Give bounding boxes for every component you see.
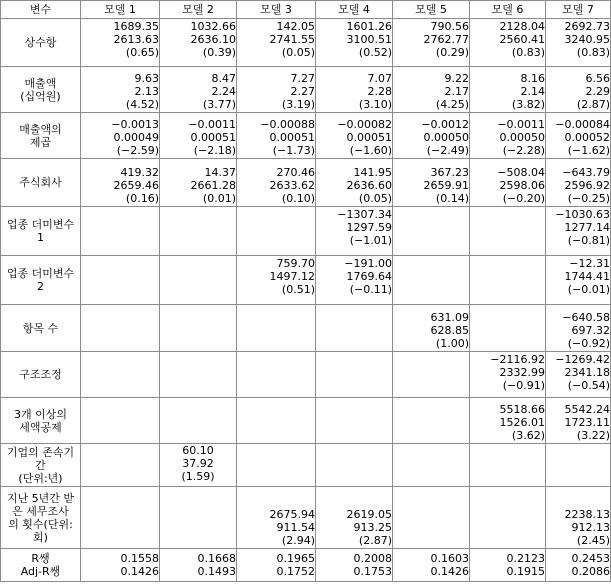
coefficient-cell [470, 305, 546, 352]
coefficient-value: 9.22 [444, 72, 469, 85]
coefficient-cell [81, 352, 160, 398]
standard-error-value: 2.14 [520, 85, 545, 98]
t-statistic-value: (−1.73) [272, 144, 315, 157]
coefficient-cell [470, 207, 546, 256]
standard-error-value: 628.85 [430, 324, 469, 337]
header-model-7: 모델 7 [546, 1, 611, 19]
t-statistic-value: (1.00) [435, 337, 469, 350]
variable-label [1, 352, 81, 398]
variable-label-line: 제곱 [29, 135, 52, 149]
coefficient-cell [237, 113, 316, 159]
coefficient-value: 7.27 [290, 72, 315, 85]
header-model-3: 모델 3 [237, 1, 316, 19]
coefficient-cell [393, 256, 470, 305]
coefficient-cell [546, 398, 611, 444]
coefficient-value: 2238.13 [564, 508, 610, 521]
coefficient-cell [160, 444, 237, 487]
coefficient-cell [546, 352, 611, 398]
fit-statistics-cell [316, 549, 393, 582]
coefficient-value: 5542.24 [564, 403, 610, 416]
coefficient-value: 631.09 [430, 311, 469, 324]
coefficient-cell [316, 487, 393, 549]
adj-r-squared-label: Adj-R쌩 [20, 565, 61, 578]
standard-error-value: 2762.77 [423, 33, 469, 46]
t-statistic-value: (−1.62) [567, 144, 610, 157]
coefficient-cell [81, 113, 160, 159]
coefficient-cell [237, 67, 316, 113]
r-squared-value: 0.2453 [571, 552, 610, 565]
coefficient-value: −0.00084 [555, 118, 610, 131]
standard-error-value: 0.00049 [113, 131, 159, 144]
standard-error-value: 0.00052 [564, 131, 610, 144]
standard-error-value: 2.13 [134, 85, 159, 98]
coefficient-cell [393, 19, 470, 67]
t-statistic-value: (2.45) [576, 534, 610, 547]
variable-label-line: 의 횟수(단위: [8, 517, 73, 531]
table-row [1, 305, 611, 352]
standard-error-value: 2659.46 [113, 179, 159, 192]
fit-statistics-cell [470, 549, 546, 582]
coefficient-value: 790.56 [430, 20, 469, 33]
table-body [1, 19, 611, 582]
t-statistic-value: (−1.01) [349, 234, 392, 247]
t-statistic-value: (−0.01) [567, 283, 610, 296]
fit-statistics-row [1, 549, 611, 582]
coefficient-cell [470, 444, 546, 487]
coefficient-value: 367.23 [430, 166, 469, 179]
coefficient-cell [237, 398, 316, 444]
t-statistic-value: (2.87) [358, 534, 392, 547]
table-row [1, 67, 611, 113]
coefficient-cell [470, 113, 546, 159]
t-statistic-value: (0.05) [281, 46, 315, 59]
variable-label-line: 업종 더미변수 [6, 267, 75, 280]
standard-error-value: 3100.51 [346, 33, 392, 46]
coefficient-value: −508.04 [497, 166, 545, 179]
variable-label [1, 398, 81, 444]
coefficient-cell [81, 487, 160, 549]
coefficient-cell [81, 19, 160, 67]
standard-error-value: 2659.91 [423, 179, 469, 192]
coefficient-value: −191.00 [344, 257, 392, 270]
t-statistic-value: (−1.60) [349, 144, 392, 157]
standard-error-value: 1526.01 [499, 416, 545, 429]
t-statistic-value: (0.16) [125, 192, 159, 205]
table-row [1, 398, 611, 444]
variable-label-line: 상수항 [24, 36, 57, 49]
table-row [1, 159, 611, 207]
coefficient-cell [546, 305, 611, 352]
t-statistic-value: (4.52) [125, 98, 159, 111]
coefficient-cell [237, 19, 316, 67]
t-statistic-value: (−0.20) [502, 192, 545, 205]
variable-label [1, 256, 81, 305]
standard-error-value: 2598.06 [499, 179, 545, 192]
standard-error-value: 2636.10 [190, 33, 236, 46]
standard-error-value: 3240.95 [564, 33, 610, 46]
adj-r-squared-value: 0.1915 [506, 565, 545, 578]
coefficient-cell [393, 444, 470, 487]
standard-error-value: 1297.59 [346, 221, 392, 234]
coefficient-cell [393, 487, 470, 549]
t-statistic-value: (−2.49) [426, 144, 469, 157]
adj-r-squared-value: 0.1426 [430, 565, 469, 578]
standard-error-value: 697.32 [571, 324, 610, 337]
coefficient-value: −640.58 [562, 311, 610, 324]
t-statistic-value: (0.83) [576, 46, 610, 59]
coefficient-value: 5518.66 [499, 403, 545, 416]
variable-label-line: 3개 이상의 [14, 407, 67, 421]
t-statistic-value: (2.94) [281, 534, 315, 547]
r-squared-label: R쌩 [31, 552, 50, 565]
coefficient-value: −1269.42 [555, 353, 610, 366]
coefficient-value: 6.56 [585, 72, 610, 85]
variable-label [1, 159, 81, 207]
standard-error-value: 0.00051 [269, 131, 315, 144]
coefficient-cell [81, 256, 160, 305]
standard-error-value: 2633.62 [269, 179, 315, 192]
coefficient-cell [160, 67, 237, 113]
t-statistic-value: (0.14) [435, 192, 469, 205]
r-squared-value: 0.2123 [506, 552, 545, 565]
r-squared-value: 0.1965 [276, 552, 315, 565]
table-row [1, 444, 611, 487]
coefficient-cell [546, 159, 611, 207]
coefficient-cell [160, 487, 237, 549]
coefficient-cell [316, 67, 393, 113]
t-statistic-value: (3.10) [358, 98, 392, 111]
variable-label-line: 항목 수 [22, 321, 59, 335]
standard-error-value: 2341.18 [564, 366, 610, 379]
coefficient-value: −0.00088 [260, 118, 315, 131]
coefficient-cell [81, 305, 160, 352]
t-statistic-value: (0.83) [511, 46, 545, 59]
variable-label [1, 305, 81, 352]
t-statistic-value: (0.52) [358, 46, 392, 59]
standard-error-value: 0.00050 [499, 131, 545, 144]
table-row [1, 113, 611, 159]
coefficient-cell [316, 19, 393, 67]
fit-statistics-cell [160, 549, 237, 582]
t-statistic-value: (3.62) [511, 429, 545, 442]
coefficient-cell [546, 444, 611, 487]
coefficient-cell [160, 159, 237, 207]
adj-r-squared-value: 0.2086 [571, 565, 610, 578]
coefficient-value: 419.32 [120, 166, 159, 179]
standard-error-value: 2560.41 [499, 33, 545, 46]
t-statistic-value: (0.10) [281, 192, 315, 205]
variable-label [1, 19, 81, 67]
coefficient-cell [237, 305, 316, 352]
variable-label [1, 113, 81, 159]
coefficient-value: 1601.26 [346, 20, 392, 33]
variable-label-line: (단위:년) [18, 471, 63, 485]
coefficient-cell [393, 352, 470, 398]
variable-label [1, 67, 81, 113]
coefficient-cell [81, 207, 160, 256]
variable-label-line: 지난 5년간 받 [6, 491, 75, 505]
coefficient-cell [546, 256, 611, 305]
t-statistic-value: (3.82) [511, 98, 545, 111]
coefficient-value: 2128.04 [499, 20, 545, 33]
coefficient-cell [237, 159, 316, 207]
coefficient-cell [316, 159, 393, 207]
t-statistic-value: (2.87) [576, 98, 610, 111]
variable-label [1, 444, 81, 487]
variable-label-line: 2 [37, 280, 44, 293]
header-variable: 변수 [1, 1, 81, 19]
standard-error-value: 2.28 [367, 85, 392, 98]
t-statistic-value: (−0.91) [502, 379, 545, 392]
coefficient-value: 9.63 [134, 72, 159, 85]
coefficient-value: 759.70 [276, 257, 315, 270]
coefficient-cell [81, 398, 160, 444]
coefficient-value: −0.0011 [497, 118, 545, 131]
coefficient-value: −1030.63 [555, 208, 610, 221]
standard-error-value: 2.29 [585, 85, 610, 98]
coefficient-cell [316, 207, 393, 256]
variable-label-line: 기업의 존속기 [6, 445, 75, 459]
coefficient-cell [470, 398, 546, 444]
coefficient-cell [81, 444, 160, 487]
coefficient-value: 141.95 [353, 166, 392, 179]
variable-label-line: 간 [35, 458, 46, 472]
t-statistic-value: (−0.92) [567, 337, 610, 350]
coefficient-cell [316, 398, 393, 444]
t-statistic-value: (−0.81) [567, 234, 610, 247]
coefficient-cell [470, 352, 546, 398]
coefficient-value: 142.05 [276, 20, 315, 33]
coefficient-value: 2675.94 [269, 508, 315, 521]
r-squared-value: 0.1668 [197, 552, 236, 565]
coefficient-cell [237, 444, 316, 487]
fit-statistics-label [1, 549, 81, 582]
variable-label-line: 매출액 [24, 76, 57, 90]
coefficient-value: −0.00082 [337, 118, 392, 131]
r-squared-value: 0.1603 [430, 552, 469, 565]
coefficient-value: 2692.73 [564, 20, 610, 33]
t-statistic-value: (−2.59) [116, 144, 159, 157]
coefficient-cell [316, 256, 393, 305]
table-row [1, 352, 611, 398]
t-statistic-value: (−0.54) [567, 379, 610, 392]
coefficient-cell [81, 67, 160, 113]
t-statistic-value: (3.77) [202, 98, 236, 111]
standard-error-value: 911.54 [276, 521, 315, 534]
coefficient-cell [316, 113, 393, 159]
header-model-1: 모델 1 [81, 1, 160, 19]
coefficient-value: 1689.35 [113, 20, 159, 33]
variable-label [1, 207, 81, 256]
coefficient-cell [546, 19, 611, 67]
coefficient-cell [546, 207, 611, 256]
standard-error-value: 2596.92 [564, 179, 610, 192]
t-statistic-value: (0.65) [125, 46, 159, 59]
variable-label-line: 업종 더미변수 [6, 218, 75, 231]
standard-error-value: 1744.41 [564, 270, 610, 283]
coefficient-cell [470, 256, 546, 305]
t-statistic-value: (−2.18) [193, 144, 236, 157]
coefficient-cell [470, 19, 546, 67]
t-statistic-value: (1.59) [181, 470, 215, 483]
standard-error-value: 1277.14 [564, 221, 610, 234]
coefficient-cell [160, 256, 237, 305]
variable-label-line: 구조조정 [19, 368, 62, 381]
r-squared-value: 0.1558 [120, 552, 159, 565]
t-statistic-value: (3.19) [281, 98, 315, 111]
standard-error-value: 2.27 [290, 85, 315, 98]
coefficient-cell [393, 398, 470, 444]
variable-label-line: 회) [33, 530, 48, 544]
coefficient-cell [393, 207, 470, 256]
t-statistic-value: (0.39) [202, 46, 236, 59]
coefficient-cell [316, 305, 393, 352]
standard-error-value: 0.00051 [190, 131, 236, 144]
table-row [1, 256, 611, 305]
variable-label-line: 세액공제 [19, 420, 62, 434]
t-statistic-value: (−0.11) [349, 283, 392, 296]
fit-statistics-cell [81, 549, 160, 582]
variable-label-line: 매출액의 [19, 122, 62, 136]
table-row [1, 487, 611, 549]
coefficient-cell [160, 305, 237, 352]
coefficient-value: −2116.92 [490, 353, 545, 366]
coefficient-cell [237, 207, 316, 256]
coefficient-cell [237, 487, 316, 549]
coefficient-value: 7.07 [367, 72, 392, 85]
coefficient-cell [160, 19, 237, 67]
coefficient-value: −643.79 [562, 166, 610, 179]
fit-statistics-cell [393, 549, 470, 582]
standard-error-value: 2636.60 [346, 179, 392, 192]
coefficient-cell [316, 352, 393, 398]
r-squared-value: 0.2008 [353, 552, 392, 565]
coefficient-cell [393, 67, 470, 113]
coefficient-cell [393, 305, 470, 352]
header-model-2: 모델 2 [160, 1, 237, 19]
standard-error-value: 37.92 [182, 457, 214, 470]
t-statistic-value: (4.25) [435, 98, 469, 111]
coefficient-value: 14.37 [204, 166, 236, 179]
standard-error-value: 913.25 [353, 521, 392, 534]
adj-r-squared-value: 0.1493 [197, 565, 236, 578]
adj-r-squared-value: 0.1426 [120, 565, 159, 578]
t-statistic-value: (−0.25) [567, 192, 610, 205]
standard-error-value: 2.17 [444, 85, 469, 98]
coefficient-cell [546, 67, 611, 113]
coefficient-cell [470, 159, 546, 207]
variable-label-line: 은 세무조사 [12, 504, 69, 518]
variable-label-line: (십억원) [20, 89, 61, 103]
coefficient-cell [237, 256, 316, 305]
coefficient-value: −1307.34 [337, 208, 392, 221]
coefficient-value: 1032.66 [190, 20, 236, 33]
coefficient-value: −0.0012 [421, 118, 469, 131]
header-model-6: 모델 6 [470, 1, 546, 19]
coefficient-cell [470, 487, 546, 549]
t-statistic-value: (3.22) [576, 429, 610, 442]
t-statistic-value: (0.01) [202, 192, 236, 205]
variable-label-line: 주식회사 [19, 176, 62, 189]
variable-label [1, 487, 81, 549]
standard-error-value: 2741.55 [269, 33, 315, 46]
coefficient-value: −0.0013 [111, 118, 159, 131]
standard-error-value: 0.00051 [346, 131, 392, 144]
adj-r-squared-value: 0.1753 [353, 565, 392, 578]
coefficient-cell [393, 113, 470, 159]
t-statistic-value: (0.51) [281, 283, 315, 296]
coefficient-cell [160, 207, 237, 256]
coefficient-value: 8.47 [211, 72, 236, 85]
coefficient-value: −0.0011 [188, 118, 236, 131]
standard-error-value: 2332.99 [499, 366, 545, 379]
header-model-5: 모델 5 [393, 1, 470, 19]
standard-error-value: 1497.12 [269, 270, 315, 283]
coefficient-cell [237, 352, 316, 398]
standard-error-value: 0.00050 [423, 131, 469, 144]
coefficient-cell [546, 487, 611, 549]
adj-r-squared-value: 0.1752 [276, 565, 315, 578]
coefficient-value: 60.10 [182, 444, 214, 457]
standard-error-value: 2613.63 [113, 33, 159, 46]
t-statistic-value: (0.05) [358, 192, 392, 205]
coefficient-value: 270.46 [276, 166, 315, 179]
coefficient-cell [81, 159, 160, 207]
coefficient-cell [316, 444, 393, 487]
t-statistic-value: (−2.28) [502, 144, 545, 157]
coefficient-cell [546, 113, 611, 159]
coefficient-cell [470, 67, 546, 113]
t-statistic-value: (0.29) [435, 46, 469, 59]
standard-error-value: 1723.11 [564, 416, 610, 429]
header-model-4: 모델 4 [316, 1, 393, 19]
coefficient-cell [160, 352, 237, 398]
standard-error-value: 2661.28 [190, 179, 236, 192]
table-row [1, 19, 611, 67]
table-row [1, 207, 611, 256]
variable-label-line: 1 [37, 231, 44, 244]
header-row [1, 1, 611, 19]
coefficient-cell [393, 159, 470, 207]
standard-error-value: 1769.64 [346, 270, 392, 283]
fit-statistics-cell [237, 549, 316, 582]
coefficient-value: −12.31 [569, 257, 610, 270]
fit-statistics-cell [546, 549, 611, 582]
coefficient-cell [160, 398, 237, 444]
coefficient-value: 8.16 [520, 72, 545, 85]
standard-error-value: 912.13 [571, 521, 610, 534]
standard-error-value: 2.24 [211, 85, 236, 98]
coefficient-cell [160, 113, 237, 159]
coefficient-value: 2619.05 [346, 508, 392, 521]
